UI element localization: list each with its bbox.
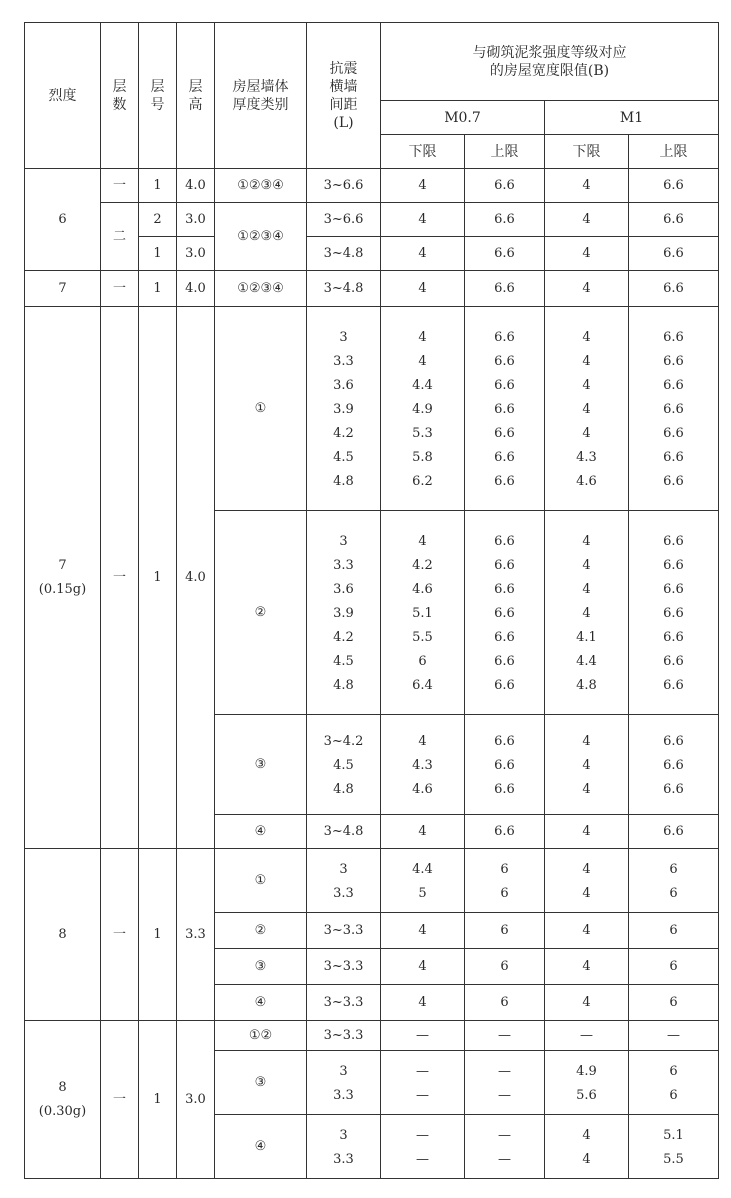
wall-type-cell: ①②③④ xyxy=(215,271,307,307)
header-storey-no: 层 号 xyxy=(139,23,177,169)
m07-lower-cell: 4 xyxy=(381,271,465,307)
m1-lower-cell: 4 xyxy=(545,815,629,849)
m07-lower-cell: 4 xyxy=(381,169,465,203)
wall-spacing-cell: 3~3.3 xyxy=(307,913,381,949)
wall-spacing-cell: 3~3.3 xyxy=(307,949,381,985)
m1-lower-cell: 4 xyxy=(545,169,629,203)
m1-lower-cell: 4 4 4 xyxy=(545,715,629,815)
m07-lower-cell: 4 xyxy=(381,203,465,237)
table-row xyxy=(25,1021,719,1051)
storey-height-cell: 4.0 xyxy=(177,307,215,849)
m07-lower-cell: — — xyxy=(381,1115,465,1179)
m1-upper-cell: 6 6 xyxy=(629,849,719,913)
wall-type-cell: ① xyxy=(215,307,307,511)
intensity-cell: 8 (0.30g) xyxy=(25,1021,101,1179)
wall-type-cell: ① xyxy=(215,849,307,913)
m07-lower-cell: — xyxy=(381,1021,465,1051)
m1-upper-cell: 6.6 xyxy=(629,169,719,203)
m1-upper-cell: 6 xyxy=(629,985,719,1021)
storey-height-cell: 3.0 xyxy=(177,203,215,237)
header-wall-spacing: 抗震 横墙 间距 (L) xyxy=(307,23,381,169)
m1-upper-cell: 6.6 6.6 6.6 xyxy=(629,715,719,815)
header-m07: M0.7 xyxy=(381,101,545,135)
m07-upper-cell: 6.6 xyxy=(465,815,545,849)
intensity-cell: 6 xyxy=(25,169,101,271)
m07-lower-cell: 4 4.2 4.6 5.1 5.5 6 6.4 xyxy=(381,511,465,715)
wall-spacing-cell: 3~4.8 xyxy=(307,815,381,849)
storey-height-cell: 4.0 xyxy=(177,169,215,203)
m07-upper-cell: 6 xyxy=(465,913,545,949)
header-intensity: 烈度 xyxy=(25,23,101,169)
m07-lower-cell: — — xyxy=(381,1051,465,1115)
intensity-cell: 7 xyxy=(25,271,101,307)
m07-upper-cell: 6.6 6.6 6.6 xyxy=(465,715,545,815)
wall-spacing-cell: 3~4.8 xyxy=(307,237,381,271)
storeys-cell: 一 xyxy=(101,307,139,849)
m1-lower-cell: 4 xyxy=(545,271,629,307)
storeys-cell: 一 xyxy=(101,271,139,307)
header-lower: 下限 xyxy=(381,135,465,169)
wall-spacing-cell: 3 3.3 xyxy=(307,849,381,913)
wall-spacing-cell: 3 3.3 3.6 3.9 4.2 4.5 4.8 xyxy=(307,511,381,715)
wall-type-cell: ①②③④ xyxy=(215,203,307,271)
m07-upper-cell: — — xyxy=(465,1051,545,1115)
wall-spacing-cell: 3~3.3 xyxy=(307,1021,381,1051)
wall-type-cell: ④ xyxy=(215,1115,307,1179)
wall-spacing-cell: 3~4.8 xyxy=(307,271,381,307)
wall-type-cell: ③ xyxy=(215,1051,307,1115)
m07-upper-cell: 6 xyxy=(465,985,545,1021)
storey-no-cell: 1 xyxy=(139,307,177,849)
m07-upper-cell: 6.6 xyxy=(465,203,545,237)
m1-upper-cell: 6 6 xyxy=(629,1051,719,1115)
storey-no-cell: 1 xyxy=(139,271,177,307)
wall-type-cell: ①② xyxy=(215,1021,307,1051)
wall-spacing-cell: 3~6.6 xyxy=(307,203,381,237)
m07-lower-cell: 4 4.3 4.6 xyxy=(381,715,465,815)
m07-lower-cell: 4 xyxy=(381,815,465,849)
table-row xyxy=(25,169,719,203)
storey-height-cell: 3.3 xyxy=(177,849,215,1021)
m07-upper-cell: 6.6 6.6 6.6 6.6 6.6 6.6 6.6 xyxy=(465,307,545,511)
header-upper: 上限 xyxy=(629,135,719,169)
m1-lower-cell: 4.9 5.6 xyxy=(545,1051,629,1115)
m07-upper-cell: 6 xyxy=(465,949,545,985)
m1-lower-cell: 4 xyxy=(545,985,629,1021)
header-storey-height: 层 高 xyxy=(177,23,215,169)
m07-lower-cell: 4.4 5 xyxy=(381,849,465,913)
m1-lower-cell: 4 xyxy=(545,949,629,985)
width-limit-table xyxy=(24,22,718,1182)
m1-lower-cell: 4 xyxy=(545,203,629,237)
m1-lower-cell: 4 4 xyxy=(545,1115,629,1179)
wall-spacing-cell: 3~3.3 xyxy=(307,985,381,1021)
m07-upper-cell: 6 6 xyxy=(465,849,545,913)
table-row xyxy=(25,849,719,913)
m1-upper-cell: 6.6 xyxy=(629,815,719,849)
m07-upper-cell: 6.6 xyxy=(465,169,545,203)
m1-upper-cell: 6 xyxy=(629,913,719,949)
storeys-cell: 二 xyxy=(101,203,139,271)
m1-lower-cell: — xyxy=(545,1021,629,1051)
m1-lower-cell: 4 xyxy=(545,237,629,271)
intensity-cell: 7 (0.15g) xyxy=(25,307,101,849)
m07-lower-cell: 4 xyxy=(381,949,465,985)
storey-no-cell: 1 xyxy=(139,237,177,271)
storey-no-cell: 1 xyxy=(139,169,177,203)
storey-height-cell: 3.0 xyxy=(177,237,215,271)
m1-upper-cell: — xyxy=(629,1021,719,1051)
m1-upper-cell: 5.1 5.5 xyxy=(629,1115,719,1179)
wall-type-cell: ④ xyxy=(215,985,307,1021)
m1-upper-cell: 6 xyxy=(629,949,719,985)
header-wall-type: 房屋墙体 厚度类别 xyxy=(215,23,307,169)
storeys-cell: 一 xyxy=(101,849,139,1021)
m1-upper-cell: 6.6 6.6 6.6 6.6 6.6 6.6 6.6 xyxy=(629,511,719,715)
m1-upper-cell: 6.6 xyxy=(629,271,719,307)
wall-type-cell: ② xyxy=(215,913,307,949)
m07-lower-cell: 4 xyxy=(381,237,465,271)
header-m1: M1 xyxy=(545,101,719,135)
m1-lower-cell: 4 xyxy=(545,913,629,949)
m07-lower-cell: 4 xyxy=(381,985,465,1021)
m1-lower-cell: 4 4 4 4 4.1 4.4 4.8 xyxy=(545,511,629,715)
wall-spacing-cell: 3~4.2 4.5 4.8 xyxy=(307,715,381,815)
wall-spacing-cell: 3 3.3 3.6 3.9 4.2 4.5 4.8 xyxy=(307,307,381,511)
m1-upper-cell: 6.6 xyxy=(629,237,719,271)
header-upper: 上限 xyxy=(465,135,545,169)
wall-type-cell: ①②③④ xyxy=(215,169,307,203)
m1-lower-cell: 4 4 xyxy=(545,849,629,913)
table-row xyxy=(25,271,719,307)
wall-spacing-cell: 3 3.3 xyxy=(307,1051,381,1115)
wall-spacing-cell: 3~6.6 xyxy=(307,169,381,203)
m1-upper-cell: 6.6 6.6 6.6 6.6 6.6 6.6 6.6 xyxy=(629,307,719,511)
storey-no-cell: 2 xyxy=(139,203,177,237)
storey-height-cell: 3.0 xyxy=(177,1021,215,1179)
m07-upper-cell: 6.6 6.6 6.6 6.6 6.6 6.6 6.6 xyxy=(465,511,545,715)
header-lower: 下限 xyxy=(545,135,629,169)
m07-lower-cell: 4 4 4.4 4.9 5.3 5.8 6.2 xyxy=(381,307,465,511)
header-storeys: 层 数 xyxy=(101,23,139,169)
wall-type-cell: ③ xyxy=(215,715,307,815)
storeys-cell: 一 xyxy=(101,169,139,203)
m1-upper-cell: 6.6 xyxy=(629,203,719,237)
wall-type-cell: ③ xyxy=(215,949,307,985)
header-width-limit: 与砌筑泥浆强度等级对应 的房屋宽度限值(B) xyxy=(381,23,719,101)
m07-lower-cell: 4 xyxy=(381,913,465,949)
storey-no-cell: 1 xyxy=(139,1021,177,1179)
storey-no-cell: 1 xyxy=(139,849,177,1021)
m07-upper-cell: — — xyxy=(465,1115,545,1179)
m1-lower-cell: 4 4 4 4 4 4.3 4.6 xyxy=(545,307,629,511)
wall-spacing-cell: 3 3.3 xyxy=(307,1115,381,1179)
m07-upper-cell: 6.6 xyxy=(465,271,545,307)
m07-upper-cell: 6.6 xyxy=(465,237,545,271)
table-row xyxy=(25,307,719,511)
m07-upper-cell: — xyxy=(465,1021,545,1051)
storeys-cell: 一 xyxy=(101,1021,139,1179)
intensity-cell: 8 xyxy=(25,849,101,1021)
wall-type-cell: ② xyxy=(215,511,307,715)
wall-type-cell: ④ xyxy=(215,815,307,849)
table-row xyxy=(25,203,719,237)
storey-height-cell: 4.0 xyxy=(177,271,215,307)
